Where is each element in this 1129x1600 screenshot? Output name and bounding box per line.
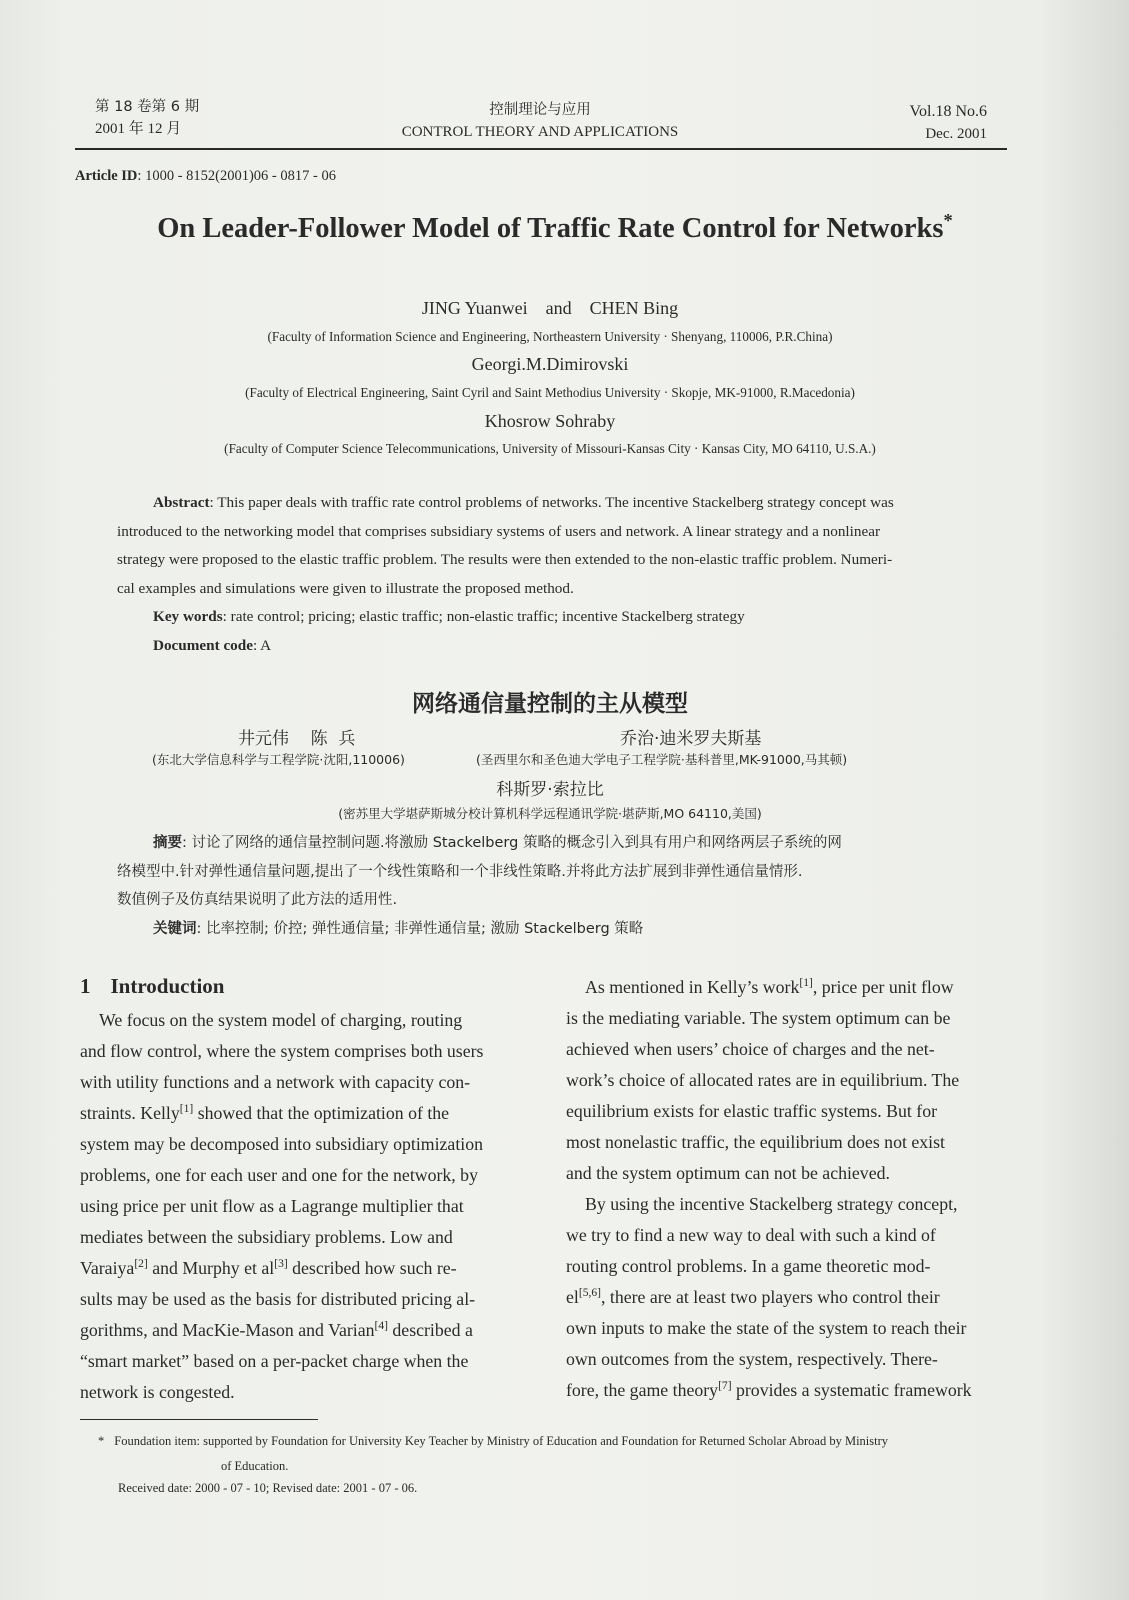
title-footnote-mark: *: [943, 210, 953, 232]
citation: [1]: [799, 976, 813, 990]
keywords-line: [117, 603, 972, 632]
footnote-mark: *: [98, 1434, 105, 1448]
left-line-4: [80, 1098, 528, 1129]
right-line-11: [566, 1282, 1014, 1313]
text-fragment: own outcomes from the system, respectively. There-: [566, 1349, 938, 1369]
text-fragment: equilibrium exists for elastic traffic systems. But for: [566, 1101, 938, 1121]
author-names-3: Khosrow Sohraby: [484, 411, 616, 431]
left-line-9: [80, 1253, 528, 1284]
text-fragment: routing control problems. In a game theoretic mod-: [566, 1256, 931, 1276]
keywords-label: Key words: [153, 608, 223, 625]
left-line-10: [80, 1284, 528, 1315]
text-fragment: We focus on the system model of charging, routing: [99, 1010, 463, 1030]
header-date-cn: 2001 年 12 月: [95, 121, 182, 137]
author-names-1: JING Yuanwei and CHEN Bing: [421, 298, 679, 318]
article-id: [75, 168, 336, 185]
citation: [7]: [718, 1379, 732, 1393]
right-line-2: [566, 1003, 1014, 1034]
text-fragment: fore, the game theory: [566, 1380, 719, 1400]
right-line-14: [566, 1375, 1014, 1406]
author-affiliation-2: (Faculty of Electrical Engineering, Saint Cyril and Saint Methodius University · Skopje, MK-91000, R.Macedonia): [245, 385, 855, 400]
right-line-9: [566, 1220, 1014, 1251]
text-fragment: network is congested.: [80, 1382, 235, 1402]
cn-abstract-label: 摘要: [153, 835, 182, 851]
left-line-11: [80, 1315, 528, 1346]
document-code-line: [117, 632, 972, 661]
text-fragment: work’s choice of allocated rates are in equilibrium. The: [566, 1070, 960, 1090]
section-heading: [80, 974, 224, 999]
right-line-6: [566, 1127, 1014, 1158]
section-number: 1: [80, 974, 91, 998]
header-rule: [75, 148, 1007, 150]
text-fragment: :: [196, 920, 206, 937]
text-fragment: described how such re-: [287, 1258, 457, 1278]
left-line-8: [80, 1222, 528, 1253]
section-title: Introduction: [110, 974, 225, 998]
text-fragment: and flow control, where the system comprises both users: [80, 1041, 484, 1061]
cn-authors-right: 乔治·迪米罗夫斯基: [620, 729, 762, 749]
text-fragment: we try to find a new way to deal with such a kind of: [566, 1225, 936, 1245]
footnote-line-1: [98, 1434, 888, 1449]
right-line-8: [566, 1189, 1014, 1220]
text-fragment: showed that the optimization of the: [193, 1103, 450, 1123]
left-line-6: [80, 1160, 528, 1191]
cn-affiliation-right: (圣西里尔和圣色迪大学电子工程学院·基科普里,MK-91000,马其顿): [476, 752, 848, 767]
text-fragment: straints. Kelly: [80, 1103, 180, 1123]
text-fragment: This paper deals with traffic rate control problems of networks. The incentive Stackelberg strategy concept was: [217, 494, 894, 511]
cn-title: 网络通信量控制的主从模型: [412, 691, 688, 717]
left-line-12: [80, 1346, 528, 1377]
text-fragment: and the system optimum can not be achieved.: [566, 1163, 890, 1183]
right-line-4: [566, 1065, 1014, 1096]
citation: [4]: [374, 1319, 388, 1333]
text-fragment: :: [222, 608, 231, 625]
text-fragment: with utility functions and a network with capacity con-: [80, 1072, 471, 1092]
text-fragment: using price per unit flow as a Lagrange multiplier that: [80, 1196, 464, 1216]
footnote-line-2: of Education.: [221, 1459, 289, 1473]
cn-abstract-line-1: [117, 829, 977, 858]
cn-author-third: 科斯罗·索拉比: [496, 780, 604, 800]
citation: [1]: [179, 1102, 194, 1116]
article-id-value: 1000 - 8152(2001)06 - 0817 - 06: [145, 168, 336, 184]
left-line-3: [80, 1067, 528, 1098]
text-fragment: “smart market” based on a per-packet charge when the: [80, 1351, 469, 1371]
paper-title: [40, 210, 1070, 245]
text-fragment: provides a systematic framework: [731, 1380, 972, 1400]
document-code-value: A: [260, 636, 272, 654]
citation: [2]: [134, 1257, 148, 1271]
text-fragment: :: [209, 494, 218, 511]
header-date-en: Dec. 2001: [925, 126, 987, 142]
cn-affiliation-left: (东北大学信息科学与工程学院·沈阳,110006): [152, 752, 405, 767]
left-line-13: [80, 1377, 528, 1408]
cn-keywords-line: [117, 915, 977, 944]
cn-keywords-label: 关键词: [153, 920, 197, 937]
text-fragment: As mentioned in Kelly’s work: [585, 977, 800, 997]
author-affiliation-1: (Faculty of Information Science and Engineering, Northeastern University · Shenyang, 110006, P.R.China): [267, 329, 833, 344]
text-fragment: sults may be used as the basis for distributed pricing al-: [80, 1289, 476, 1309]
right-line-3: [566, 1034, 1014, 1065]
header-volume-en: Vol.18 No.6: [909, 103, 987, 120]
header-journal-cn: 控制理论与应用: [489, 102, 591, 118]
text-fragment: is the mediating variable. The system optimum can be: [566, 1008, 951, 1028]
paper-title-text: On Leader-Follower Model of Traffic Rate Control for Networks: [157, 213, 944, 244]
text-fragment: achieved when users’ choice of charges and the net-: [566, 1039, 935, 1059]
text-fragment: 讨论了网络的通信量控制问题.将激励 Stackelberg 策略的概念引入到具有用户和网络两层子系统的网: [191, 835, 842, 851]
right-column: [566, 972, 1014, 1406]
document-code-label: Document code: [153, 636, 253, 654]
abstract-block: [117, 489, 972, 660]
right-line-1: [566, 972, 1014, 1003]
left-column: [80, 1005, 528, 1408]
text-fragment: mediates between the subsidiary problems. Low and: [80, 1227, 453, 1247]
text-fragment: :: [252, 636, 261, 654]
author-affiliation-3: (Faculty of Computer Science Telecommunications, University of Missouri-Kansas City · Kansas City, MO 64110, U.S.A.): [224, 441, 876, 456]
text-fragment: gorithms, and MacKie-Mason and Varian: [80, 1320, 375, 1340]
cn-abstract-line-3: 数值例子及仿真结果说明了此方法的适用性.: [117, 892, 398, 908]
text-fragment: and Murphy et al: [147, 1258, 275, 1278]
text-fragment: By using the incentive Stackelberg strategy concept,: [585, 1194, 958, 1214]
citation: [3]: [274, 1257, 288, 1271]
abstract-line-3: strategy were proposed to the elastic traffic problem. The results were then extended to the non-elastic traffic problem. Numeri-: [117, 551, 893, 568]
right-line-12: [566, 1313, 1014, 1344]
left-line-7: [80, 1191, 528, 1222]
text-fragment: system may be decomposed into subsidiary optimization: [80, 1134, 483, 1154]
keywords-text: rate control; pricing; elastic traffic; non-elastic traffic; incentive Stackelberg strategy: [230, 608, 745, 625]
text-fragment: :: [182, 835, 192, 851]
text-fragment: , price per unit flow: [812, 977, 954, 997]
cn-keywords-text: 比率控制; 价控; 弹性通信量; 非弹性通信量; 激励 Stackelberg 策略: [206, 920, 644, 937]
text-fragment: :: [137, 168, 146, 184]
text-fragment: own inputs to make the state of the system to reach their: [566, 1318, 967, 1338]
text-fragment: described a: [387, 1320, 473, 1340]
left-line-1: [80, 1005, 528, 1036]
text-fragment: problems, one for each user and one for the network, by: [80, 1165, 478, 1185]
abstract-label: Abstract: [153, 494, 210, 511]
abstract-line-4: cal examples and simulations were given to illustrate the proposed method.: [117, 579, 574, 597]
right-line-5: [566, 1096, 1014, 1127]
right-line-7: [566, 1158, 1014, 1189]
header-journal-en: CONTROL THEORY AND APPLICATIONS: [401, 124, 679, 140]
text-fragment: most nonelastic traffic, the equilibrium does not exist: [566, 1132, 945, 1152]
text-fragment: Varaiya: [80, 1258, 135, 1278]
left-line-5: [80, 1129, 528, 1160]
abstract-line-2: introduced to the networking model that comprises subsidiary systems of users and network. A linear strategy and a nonlinear: [117, 522, 880, 540]
right-line-13: [566, 1344, 1014, 1375]
cn-abstract-block: [117, 829, 977, 943]
right-line-10: [566, 1251, 1014, 1282]
cn-authors-left: 井元伟 陈 兵: [238, 729, 356, 749]
cn-abstract-line-2: 络模型中.针对弹性通信量问题,提出了一个线性策略和一个非线性策略.并将此方法扩展到非弹性通信量情形.: [117, 863, 803, 880]
text-fragment: Foundation item: supported by Foundation for University Key Teacher by Ministry of Education and Foundation for Returned Scholar Abroad by Ministry: [114, 1434, 889, 1448]
received-date: Received date: 2000 - 07 - 10; Revised date: 2001 - 07 - 06.: [118, 1481, 418, 1495]
author-names-2: Georgi.M.Dimirovski: [471, 354, 629, 374]
left-line-2: [80, 1036, 528, 1067]
cn-affiliation-third: (密苏里大学堪萨斯城分校计算机科学远程通讯学院·堪萨斯,MO 64110,美国): [338, 806, 762, 821]
footnote-rule: [80, 1419, 318, 1420]
text-fragment: el: [566, 1287, 579, 1307]
header-volume-cn: 第 18 卷第 6 期: [95, 99, 200, 115]
citation: [5,6]: [578, 1286, 601, 1300]
article-id-label: Article ID: [75, 168, 138, 184]
abstract-line-1: [117, 489, 972, 518]
text-fragment: , there are at least two players who control their: [601, 1287, 940, 1307]
